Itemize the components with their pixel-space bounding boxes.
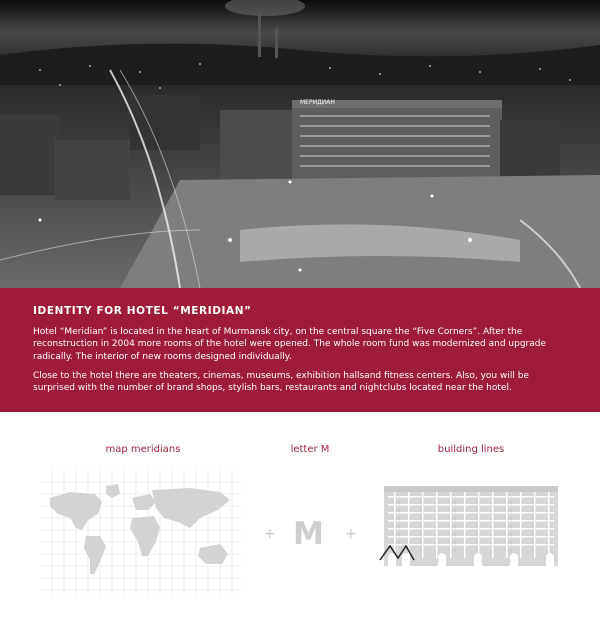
map-meridians-label: map meridians [105,444,181,455]
letter-m-graphic: M [293,516,324,552]
plus-sign-1: + [264,526,276,542]
hotel-sign-text: МЕРИДИАН [300,99,335,106]
city-photo-graphic [0,0,600,288]
identity-band [0,288,600,412]
letter-m-label: letter M [290,444,330,455]
identity-title: IDENTITY FOR HOTEL “MERIDIAN” [33,305,252,317]
identity-paragraph-1: Hotel “Meridian” is located in the heart of Murmansk city, on the central square the “Five Corners”. After the reconstruction in 2004 more rooms of the hotel were opened. The whole room fund was modernized and upgrade radically. The interior of new rooms designed individually. [33,327,547,362]
building-lines-graphic [378,474,564,566]
world-map-graphic [40,470,242,594]
building-lines-label: building lines [437,444,505,455]
identity-paragraph-2: Close to the hotel there are theaters, cinemas, museums, exhibition hallsand fitness centers. Also, you will be surprised with the number of brand shops, stylish bars, restaurants and nightclubs located near the hotel. [33,371,529,394]
hotel-night-photo [0,0,600,288]
plus-sign-2: + [345,526,357,542]
